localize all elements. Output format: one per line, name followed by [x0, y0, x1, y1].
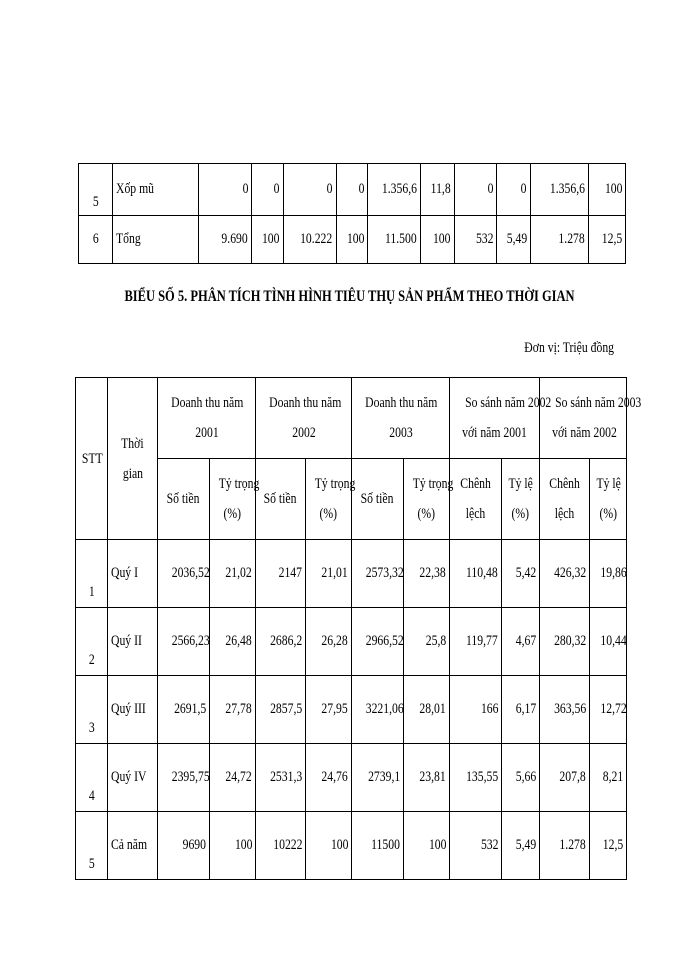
value-cell: 2531,3 — [256, 744, 306, 812]
group-header: Doanh thu năm 2001 — [158, 378, 256, 459]
stt-header: STT — [76, 378, 108, 540]
value-cell: 10222 — [256, 812, 306, 880]
value-cell: 9690 — [158, 812, 210, 880]
value-cell: 5,66 — [502, 744, 540, 812]
value-cell: 21,01 — [306, 540, 352, 608]
value-cell: 26,28 — [306, 608, 352, 676]
value-cell: 24,72 — [210, 744, 256, 812]
value-cell: 0 — [283, 164, 336, 216]
value-cell: 10.222 — [283, 216, 336, 264]
subheader-cell: Chênh lệch — [540, 459, 590, 540]
value-cell: 28,01 — [404, 676, 450, 744]
continuation-table — [78, 163, 626, 264]
value-cell: 2147 — [256, 540, 306, 608]
value-cell: 532 — [454, 216, 496, 264]
group-header: Doanh thu năm 2003 — [352, 378, 450, 459]
subheader-cell: Chênh lệch — [450, 459, 502, 540]
value-cell: 24,76 — [306, 744, 352, 812]
value-cell: 100 — [306, 812, 352, 880]
subheader-cell: Số tiền — [256, 459, 306, 540]
stt-cell: 3 — [76, 676, 108, 744]
subheader-cell: Số tiền — [158, 459, 210, 540]
value-cell: 100 — [404, 812, 450, 880]
value-cell: 6,17 — [502, 676, 540, 744]
subheader-cell: Tỷ trọng (%) — [306, 459, 352, 540]
value-cell: 2966,52 — [352, 608, 404, 676]
table-row — [76, 812, 627, 880]
value-cell: 11500 — [352, 812, 404, 880]
value-cell: 19,86 — [590, 540, 627, 608]
value-cell: 2573,32 — [352, 540, 404, 608]
value-cell: 11.500 — [368, 216, 421, 264]
table-row — [76, 676, 627, 744]
subheader-cell: Tỷ lệ (%) — [590, 459, 627, 540]
value-cell: 1.356,6 — [530, 164, 588, 216]
subheader-cell: Tỷ trọng (%) — [404, 459, 450, 540]
value-cell: 110,48 — [450, 540, 502, 608]
value-cell: 25,8 — [404, 608, 450, 676]
value-cell: 100 — [588, 164, 625, 216]
subheader-cell: Tỷ trọng (%) — [210, 459, 256, 540]
value-cell: 12,5 — [590, 812, 627, 880]
value-cell: 5,49 — [497, 216, 531, 264]
subheader-cell: Tỷ lệ (%) — [502, 459, 540, 540]
period-cell: Quý II — [108, 608, 158, 676]
period-cell: Quý III — [108, 676, 158, 744]
value-cell: 27,78 — [210, 676, 256, 744]
value-cell: 119,77 — [450, 608, 502, 676]
stt-cell: 6 — [79, 216, 113, 264]
table-row — [79, 164, 626, 216]
value-cell: 12,72 — [590, 676, 627, 744]
value-cell: 1.356,6 — [368, 164, 421, 216]
group-header: So sánh năm 2003 với năm 2002 — [540, 378, 627, 459]
value-cell: 100 — [210, 812, 256, 880]
header-row — [76, 378, 627, 459]
group-header: Doanh thu năm 2002 — [256, 378, 352, 459]
table-row — [76, 608, 627, 676]
value-cell: 100 — [336, 216, 368, 264]
value-cell: 2686,2 — [256, 608, 306, 676]
value-cell: 27,95 — [306, 676, 352, 744]
value-cell: 1.278 — [530, 216, 588, 264]
value-cell: 100 — [421, 216, 455, 264]
value-cell: 426,32 — [540, 540, 590, 608]
value-cell: 0 — [336, 164, 368, 216]
value-cell: 0 — [497, 164, 531, 216]
value-cell: 207,8 — [540, 744, 590, 812]
value-cell: 23,81 — [404, 744, 450, 812]
value-cell: 22,38 — [404, 540, 450, 608]
value-cell: 11,8 — [421, 164, 455, 216]
value-cell: 1.278 — [540, 812, 590, 880]
value-cell: 10,44 — [590, 608, 627, 676]
value-cell: 2739,1 — [352, 744, 404, 812]
value-cell: 532 — [450, 812, 502, 880]
value-cell: 5,49 — [502, 812, 540, 880]
period-cell: Quý IV — [108, 744, 158, 812]
value-cell: 2857,5 — [256, 676, 306, 744]
table-row — [76, 540, 627, 608]
table-row — [76, 744, 627, 812]
value-cell: 2691,5 — [158, 676, 210, 744]
unit-label: Đơn vị: Triệu đồng — [524, 340, 614, 356]
value-cell: 2036,52 — [158, 540, 210, 608]
value-cell: 21,02 — [210, 540, 256, 608]
subheader-cell: Số tiền — [352, 459, 404, 540]
value-cell: 363,56 — [540, 676, 590, 744]
period-cell: Cả năm — [108, 812, 158, 880]
table-title: BIỂU SỐ 5. PHÂN TÍCH TÌNH HÌNH TIÊU THỤ SẢN PHẨM THEO THỜI GIAN — [124, 288, 576, 305]
value-cell: 100 — [252, 216, 284, 264]
value-cell: 166 — [450, 676, 502, 744]
value-cell: 4,67 — [502, 608, 540, 676]
time-header: Thời gian — [108, 378, 158, 540]
value-cell: 280,32 — [540, 608, 590, 676]
stt-cell: 2 — [76, 608, 108, 676]
table-row — [79, 216, 626, 264]
product-name-cell: Xốp mũ — [112, 164, 199, 216]
value-cell: 12,5 — [588, 216, 625, 264]
sales-by-time-table — [75, 377, 642, 880]
value-cell: 0 — [252, 164, 284, 216]
value-cell: 9.690 — [199, 216, 252, 264]
value-cell: 8,21 — [590, 744, 627, 812]
product-name-cell: Tổng — [112, 216, 199, 264]
value-cell: 3221,06 — [352, 676, 404, 744]
stt-cell: 4 — [76, 744, 108, 812]
value-cell: 26,48 — [210, 608, 256, 676]
period-cell: Quý I — [108, 540, 158, 608]
value-cell: 5,42 — [502, 540, 540, 608]
stt-cell: 1 — [76, 540, 108, 608]
subheader-row — [76, 459, 627, 540]
value-cell: 2395,75 — [158, 744, 210, 812]
value-cell: 2566,23 — [158, 608, 210, 676]
group-header: So sánh năm 2002 với năm 2001 — [450, 378, 540, 459]
value-cell: 135,55 — [450, 744, 502, 812]
stt-cell: 5 — [76, 812, 108, 880]
value-cell: 0 — [199, 164, 252, 216]
stt-cell: 5 — [79, 164, 113, 216]
value-cell: 0 — [454, 164, 496, 216]
